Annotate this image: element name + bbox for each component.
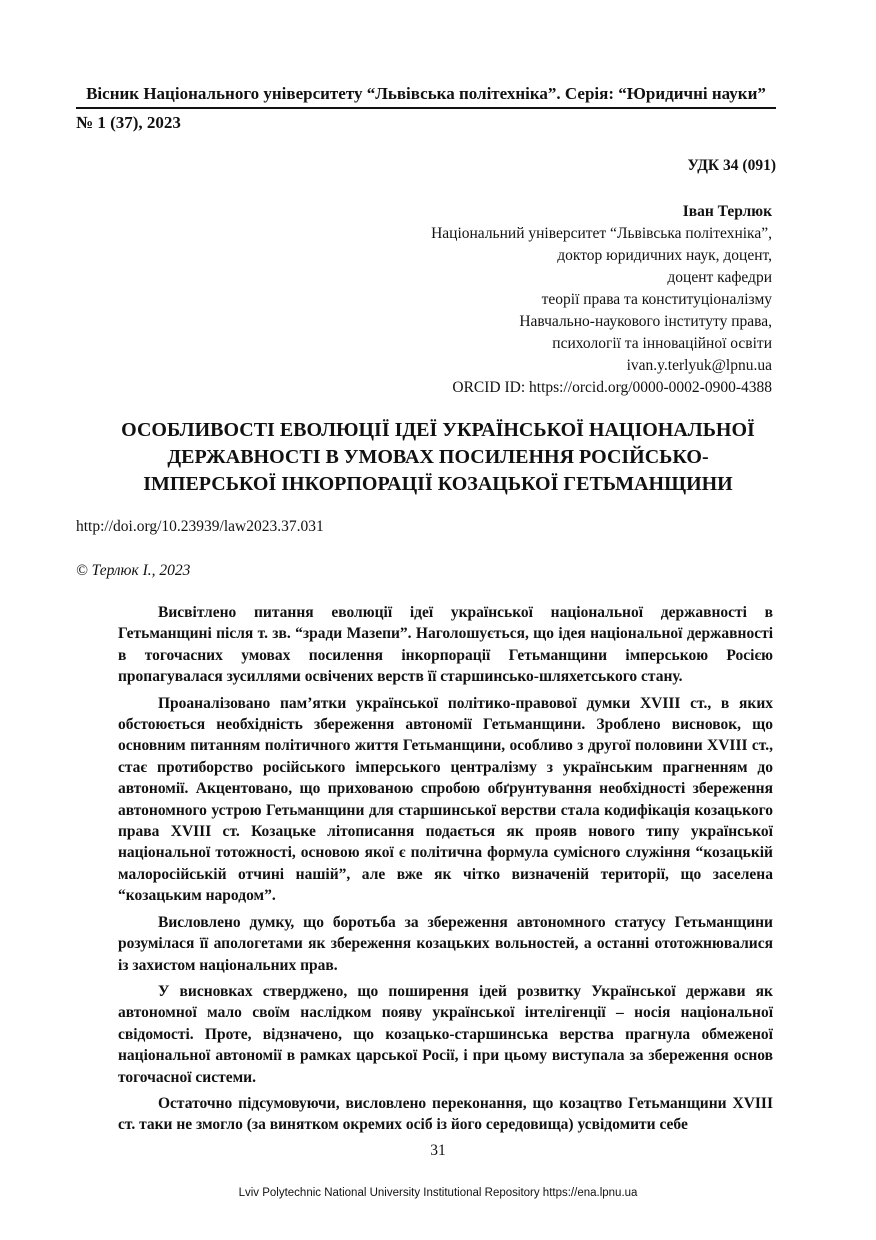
journal-title: Вісник Національного університету “Львівська політехніка”. Серія: “Юридичні науки”	[86, 84, 766, 103]
issue-number: № 1 (37), 2023	[76, 113, 181, 132]
author-department-line: теорії права та конституціоналізму	[541, 291, 772, 308]
article-title	[60, 417, 816, 498]
title-line: ОСОБЛИВОСТІ ЕВОЛЮЦІЇ ІДЕЇ УКРАЇНСЬКОЇ НАЦІОНАЛЬНОЇ	[121, 419, 755, 441]
repository-footer: Lviv Polytechnic National University Institutional Repository https://ena.lpnu.ua	[238, 1187, 638, 1199]
author-orcid[interactable]: ORCID ID: https://orcid.org/0000-0002-0900-4388	[452, 379, 772, 396]
author-degree-line: доктор юридичних наук, доцент,	[557, 247, 772, 264]
abstract-paragraph: Висловлено думку, що боротьба за збереження автономного статусу Гетьманщини розумілася її апологетами як збереження козацьких вольностей, а останні ототожнювалися із захистом національних прав.	[118, 913, 773, 974]
header-rule	[76, 107, 776, 109]
abstract	[118, 602, 773, 1141]
author-email[interactable]: ivan.y.terlyuk@lpnu.ua	[626, 357, 772, 374]
title-line: ІМПЕРСЬКОЇ ІНКОРПОРАЦІЇ КОЗАЦЬКОЇ ГЕТЬМАНЩИНИ	[143, 473, 733, 495]
author-position-line: доцент кафедри	[667, 269, 772, 286]
copyright-notice: © Терлюк І., 2023	[76, 562, 191, 579]
page-number: 31	[430, 1142, 446, 1159]
title-line: ДЕРЖАВНОСТІ В УМОВАХ ПОСИЛЕННЯ РОСІЙСЬКО-	[167, 446, 709, 468]
author-affiliation-line: Національний університет “Львівська політехніка”,	[431, 225, 772, 242]
author-name: Іван Терлюк	[682, 203, 772, 220]
author-institute-line-2: психології та інноваційної освіти	[552, 335, 772, 352]
abstract-paragraph: Проаналізовано пам’ятки української політико-правової думки XVIII ст., в яких обстоюється необхідність збереження автономії Гетьманщини. Зроблено висновок, що основним питанням політичного життя Гетьманщини, особливо з другої половини XVIII ст., стає протиборство російського імперського централізму з українським прагненням до автономії. Акцентовано, що прихованою спробою обґрунтування необхідності збереження автономного устрою Гетьманщини для старшинської верстви стала кодифікація козацького права XVIII ст. Козацьке літописання подається як прояв нового типу української національної тотожності, основою якої є політична формула сумісного служіння “козацькій малоросійській отчині нашій”, але вже як чітко визначеній території, що заселена “козацьким народом”.	[118, 694, 773, 905]
author-institute-line: Навчально-наукового інституту права,	[519, 313, 772, 330]
abstract-paragraph: Остаточно підсумовуючи, висловлено переконання, що козацтво Гетьманщини XVIII ст. таки не змогло (за винятком окремих осіб із його середовища) усвідомити себе	[118, 1094, 773, 1134]
author-block	[431, 201, 772, 399]
doi-link[interactable]: http://doi.org/10.23939/law2023.37.031	[76, 518, 324, 535]
udc-code: УДК 34 (091)	[687, 157, 776, 174]
abstract-paragraph: Висвітлено питання еволюції ідеї української національної державності в Гетьманщині після т. зв. “зради Мазепи”. Наголошується, що ідея національної державності в тогочасних умовах посилення інкорпорації Гетьманщини імперською Росією пропагувалася зусиллями освічених верств її старшинсько-шляхетського стану.	[118, 604, 773, 686]
abstract-paragraph: У висновках стверджено, що поширення ідей розвитку Української держави як автономної мало своїм наслідком появу української інтелігенції – носія національної свідомості. Проте, відзначено, що козацько-старшинська верства прагнула обмеженої національної автономії в рамках царської Росії, і при цьому виступала за збереження основ тогочасної системи.	[118, 982, 773, 1086]
